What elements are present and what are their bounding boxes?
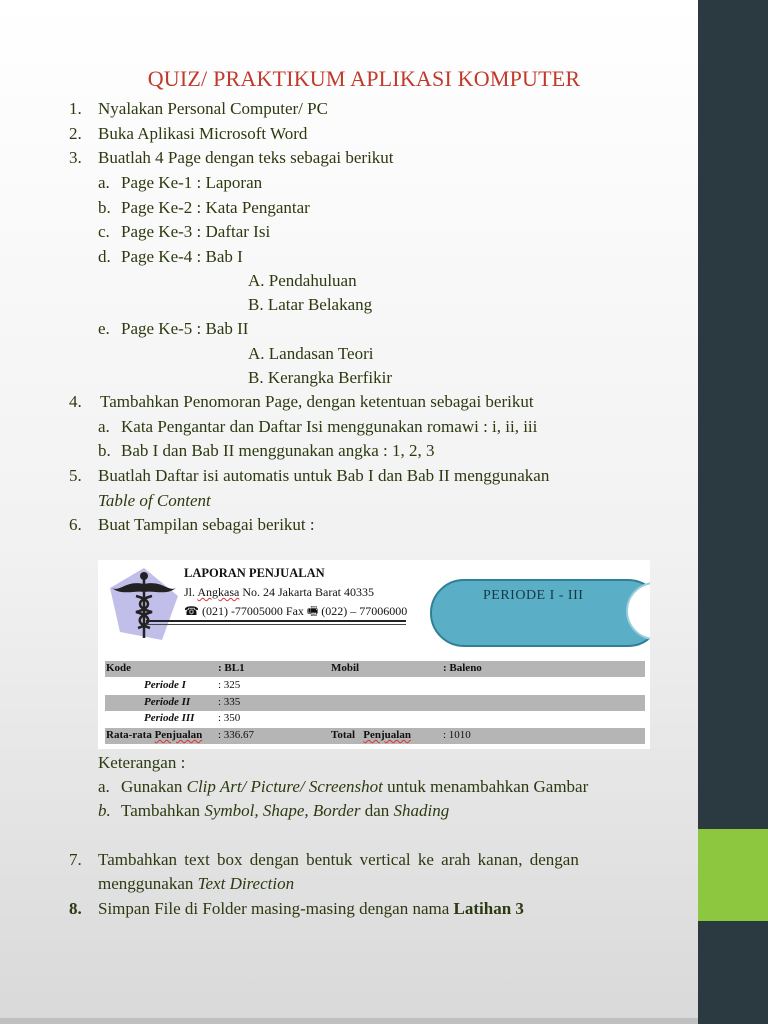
table-row-kode (105, 661, 645, 677)
sample-report-figure (98, 560, 650, 749)
item-3e-A: A. Landasan Teori (248, 344, 374, 363)
periode1-label: Periode I (144, 679, 186, 691)
keterangan-heading: Keterangan : (98, 753, 186, 772)
header-rule (146, 620, 406, 622)
bottom-shadow (0, 1018, 698, 1024)
periode1-value: : 325 (218, 679, 241, 691)
item-3e-B: B. Kerangka Berfikir (248, 368, 392, 387)
page-title: QUIZ/ PRAKTIKUM APLIKASI KOMPUTER (147, 66, 581, 91)
mobil-label: Mobil (331, 662, 360, 674)
item-5-cont: Table of Content (98, 491, 211, 510)
right-sidebar (698, 0, 768, 1024)
periode2-label: Periode II (144, 696, 191, 708)
item-3d-A: A. Pendahuluan (248, 271, 357, 290)
rata-label: Rata-rata Penjualan (106, 729, 203, 741)
caduceus-logo-icon (106, 566, 182, 642)
report-address: Jl. Angkasa No. 24 Jakarta Barat 40335 (184, 585, 374, 599)
report-phone: ☎ (021) -77005000 Fax 🖷 (022) – 77006000 (184, 604, 408, 618)
mobil-value: : Baleno (443, 662, 482, 674)
item-7-cont: menggunakan Text Direction (98, 874, 295, 893)
header-rule-thin (146, 624, 406, 625)
periode3-value: : 350 (218, 712, 241, 724)
total-label: Total Penjualan (331, 729, 411, 741)
kode-label: Kode (106, 662, 132, 674)
kode-value: : BL1 (218, 662, 245, 674)
periode3-label: Periode III (144, 712, 195, 724)
periode2-value: : 335 (218, 696, 241, 708)
item-3d-B: B. Latar Belakang (248, 295, 373, 314)
rata-value: : 336.67 (218, 729, 255, 741)
total-value: : 1010 (443, 729, 471, 741)
sidebar-accent (698, 829, 768, 921)
report-title: LAPORAN PENJUALAN (184, 566, 325, 580)
periode-label: PERIODE I - III (483, 588, 584, 603)
